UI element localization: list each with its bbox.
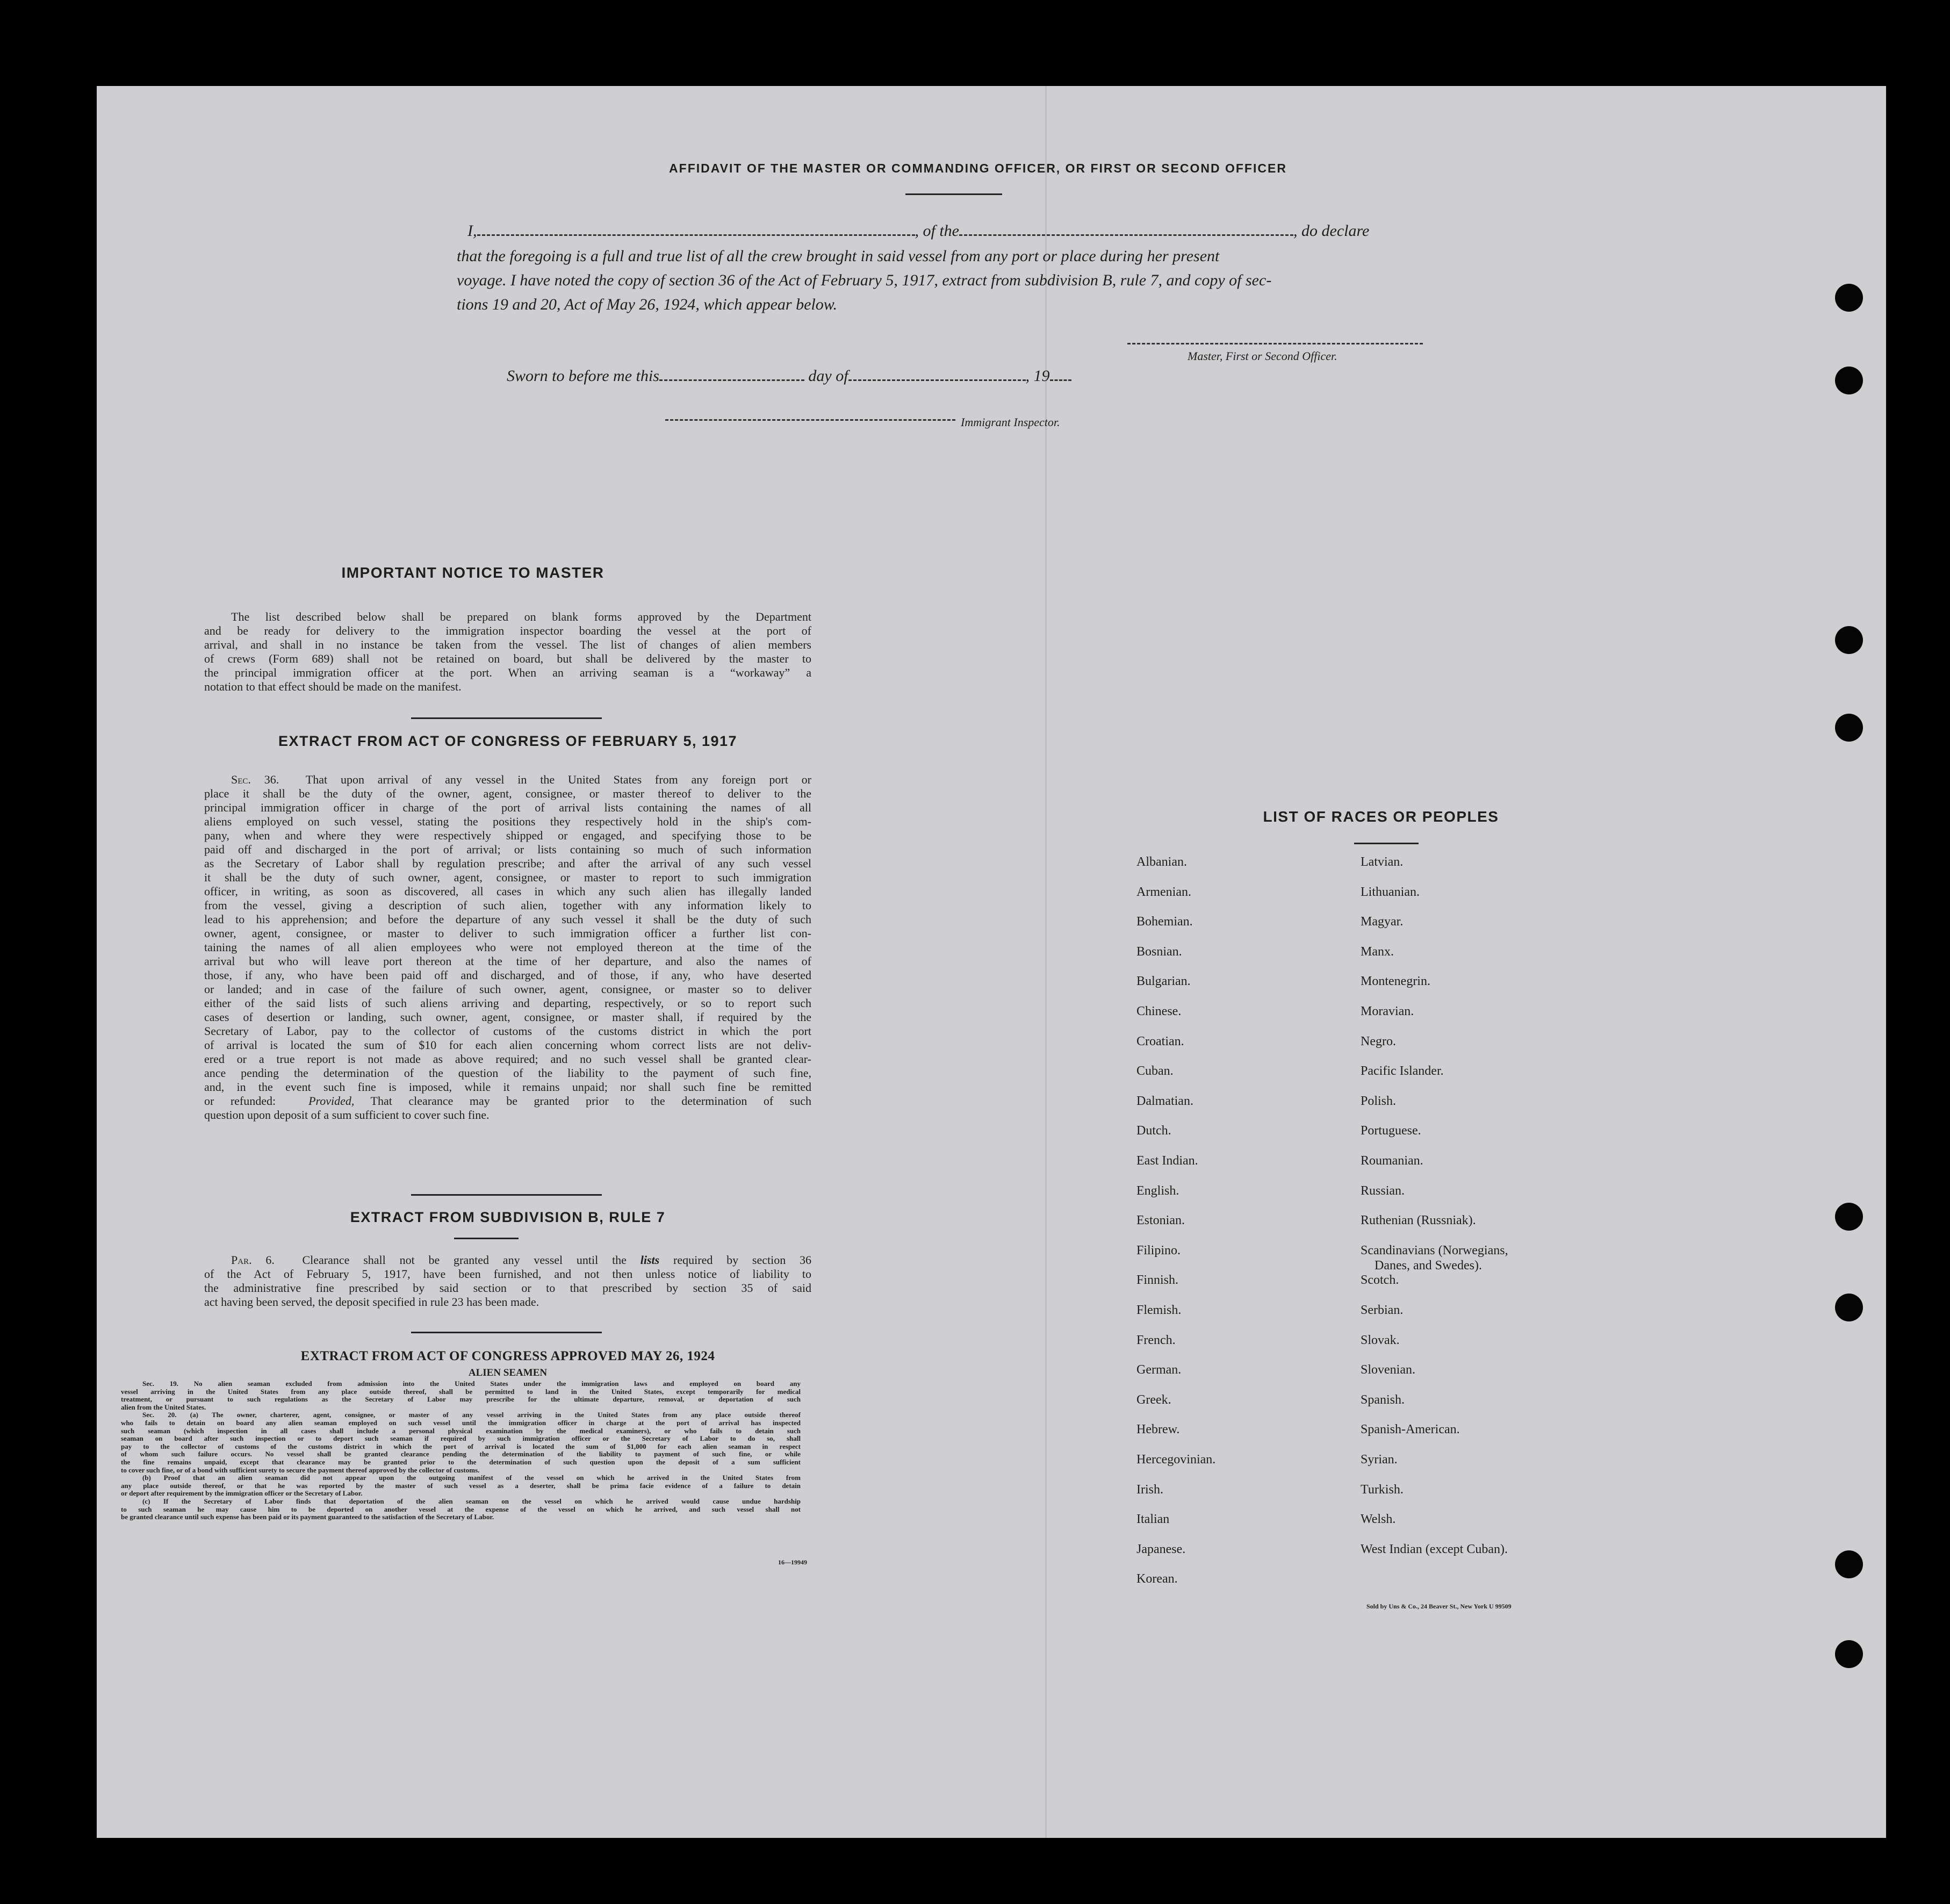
sworn-label: Sworn to before me this — [507, 367, 659, 385]
race-item: Spanish. — [1361, 1392, 1405, 1407]
text-line — [121, 1467, 801, 1475]
notice-line: the principal immigration officer at the port. When an arriving seaman is a “workaway” a — [204, 666, 811, 679]
race-item: Moravian. — [1361, 1004, 1414, 1018]
extract-line: owner, agent, consignee, or master to deliver to such immigration officer a further list con- — [204, 926, 811, 940]
binder-hole — [1835, 1294, 1863, 1321]
extract-line: lead to his apprehension; and before the departure of any such vessel it shall be the duty of such — [204, 913, 811, 926]
notice-title: IMPORTANT NOTICE TO MASTER — [341, 564, 605, 581]
race-item: Dutch. — [1136, 1124, 1171, 1138]
text-line — [204, 843, 811, 857]
text-line — [121, 1404, 801, 1412]
text-line — [204, 926, 811, 940]
text-line — [121, 1474, 801, 1482]
text-line — [121, 1498, 801, 1506]
race-item: Cuban. — [1136, 1064, 1174, 1079]
text-line — [204, 940, 811, 954]
printer-imprint: Sold by Uns & Co., 24 Beaver St., New York U 99509 — [1366, 1603, 1512, 1610]
statute-line: vessel arriving in the United States from any place outside thereof, shall be permitted to land in the United States, except temporarily for medical — [121, 1387, 801, 1396]
text-line — [204, 899, 811, 913]
statute-line: or deport after requirement by the immigration officer or the Secretary of Labor. — [121, 1489, 363, 1498]
extract-line: either of the said lists of such aliens arriving and departing, respectively, or so to report such — [204, 996, 811, 1010]
affidavit-of-the: , of the — [915, 222, 959, 240]
statute-line: to such seaman he may cause him to be deported on another vessel at the expense of the vessel on which he arrived, and such vessel shall not — [121, 1505, 801, 1513]
race-item: Finnish. — [1136, 1273, 1179, 1288]
text-line — [121, 1411, 801, 1419]
race-item: English. — [1136, 1183, 1179, 1198]
race-item: Albanian. — [1136, 855, 1187, 869]
statute-line: any place outside thereof, or that he was reported by the master of such vessel as a deserter, shall be prima facie evidence of a failure to detain — [121, 1481, 801, 1490]
text-line — [204, 1253, 811, 1267]
extract-line: as the Secretary of Labor shall by regulation prescribe; and after the arrival of any such vessel — [204, 857, 811, 870]
text-line — [204, 857, 811, 871]
statute-line: Sec. 20. (a) The owner, charterer, agent, consignee, or master of any vessel arriving in the United States from any place outside thereof — [142, 1411, 801, 1419]
sworn-day-blank[interactable] — [659, 375, 804, 381]
race-item: Turkish. — [1361, 1482, 1404, 1497]
race-item: Ruthenian (Russniak). — [1361, 1213, 1476, 1228]
race-item: Roumanian. — [1361, 1154, 1423, 1168]
race-item: Manx. — [1361, 944, 1394, 959]
text-line — [121, 1513, 801, 1521]
notice-line: of crews (Form 689) shall not be retained on board, but shall be delivered by the master to — [204, 652, 811, 665]
race-item: Slovak. — [1361, 1333, 1400, 1347]
affidavit-line-4: tions 19 and 20, Act of May 26, 1924, which appear below. — [457, 296, 838, 313]
race-item: Magyar. — [1361, 915, 1404, 929]
race-item: Spanish-American. — [1361, 1422, 1460, 1437]
text-line — [204, 871, 811, 885]
paragraph-label: Par. 6. — [231, 1253, 275, 1267]
race-item: Welsh. — [1361, 1512, 1396, 1527]
subdivision-line: required by section 36 — [673, 1253, 812, 1267]
text-line — [204, 1024, 811, 1038]
extract-line: pany, when and where they were respectively shipped or engaged, and specifying those to be — [204, 829, 811, 842]
race-item: Japanese. — [1136, 1542, 1186, 1556]
inspector-signature-line[interactable] — [665, 419, 955, 421]
race-item: Bosnian. — [1136, 944, 1182, 959]
notice-line: notation to that effect should be made on the manifest. — [204, 680, 462, 693]
race-item: Danes, and Swedes). — [1375, 1258, 1482, 1273]
text-line — [204, 1010, 811, 1024]
binder-hole — [1835, 367, 1863, 394]
statute-line: the fine remains unpaid, except that clearance may be granted prior to the determination of such question upon the deposit of a sum sufficient — [121, 1457, 801, 1466]
divider — [411, 1194, 602, 1196]
document-page — [97, 86, 1886, 1838]
race-item: Negro. — [1361, 1034, 1396, 1048]
text-line — [204, 815, 811, 829]
text-line — [121, 1419, 801, 1427]
text-line — [204, 885, 811, 899]
provided-word: Provided, — [308, 1094, 355, 1108]
text-line — [204, 982, 811, 996]
binder-hole — [1835, 626, 1863, 654]
alien-seamen-subtitle: ALIEN SEAMEN — [468, 1367, 548, 1378]
text-line — [204, 996, 811, 1010]
race-item: Pacific Islander. — [1361, 1064, 1444, 1079]
text-line — [204, 829, 811, 843]
text-line — [204, 1038, 811, 1052]
year-label: , 19 — [1025, 367, 1050, 385]
notice-body — [204, 610, 811, 694]
subdivision-line: the administrative fine prescribed by said section or to that prescribed by section 35 of said — [204, 1281, 811, 1295]
race-item: Armenian. — [1136, 885, 1191, 899]
notice-line: The list described below shall be prepared on blank forms approved by the Department — [231, 610, 811, 623]
text-line — [121, 1427, 801, 1435]
affidavit-line-3: voyage. I have noted the copy of section 36 of the Act of February 5, 1917, extract from subdivision B, rule 7, and copy of sec- — [457, 271, 1272, 289]
text-line — [204, 1094, 811, 1108]
race-item: Serbian. — [1361, 1303, 1404, 1317]
extract-1924-title: EXTRACT FROM ACT OF CONGRESS APPROVED MAY 26, 1924 — [300, 1349, 715, 1363]
race-item: Korean. — [1136, 1572, 1178, 1586]
affidavit-i: I, — [467, 222, 477, 240]
extract-line: taining the names of all alien employees who were not employed thereon at the time of the — [204, 940, 811, 954]
text-line — [204, 913, 811, 926]
race-item: East Indian. — [1136, 1154, 1198, 1168]
subdivision-line: of the Act of February 5, 1917, have been furnished, and not then unless notice of liability to — [204, 1267, 811, 1281]
binder-hole — [1835, 1203, 1863, 1231]
text-line — [204, 954, 811, 968]
extract-line: those, if any, who have been paid off and discharged, and of those, if any, who have deserted — [204, 968, 811, 982]
binder-hole — [1835, 1640, 1863, 1668]
races-title: LIST OF RACES OR PEOPLES — [1263, 808, 1499, 825]
race-item: Hercegovinian. — [1136, 1453, 1216, 1467]
sworn-month-blank[interactable] — [848, 375, 1026, 381]
text-line — [204, 787, 811, 801]
statute-line: seaman on board after such inspection or to deport such seaman if required by such immigration officer or the Secretary of Labor to do so, shall — [121, 1434, 801, 1443]
text-line — [204, 773, 811, 787]
binder-hole — [1835, 284, 1863, 312]
extract-1917-title: EXTRACT FROM ACT OF CONGRESS OF FEBRUARY 5, 1917 — [278, 733, 738, 749]
section-label: Sec. 36. — [231, 773, 279, 786]
race-item: Scandinavians (Norwegians, — [1361, 1243, 1508, 1258]
affidavit-line-2: that the foregoing is a full and true list of all the crew brought in said vessel from any port or place during her present — [457, 247, 1220, 265]
binder-hole — [1835, 1550, 1863, 1578]
text-line — [204, 1267, 811, 1281]
text-line — [121, 1506, 801, 1514]
extract-line: principal immigration officer in charge of the port of arrival lists containing the names of all — [204, 801, 811, 814]
text-line — [121, 1482, 801, 1490]
statute-line: Sec. 19. No alien seaman excluded from admission into the United States under the immigration laws and employed on board any — [142, 1379, 801, 1388]
statute-line: alien from the United States. — [121, 1403, 206, 1411]
race-item: Bulgarian. — [1136, 974, 1191, 989]
race-item: Scotch. — [1361, 1273, 1399, 1288]
race-item: Bohemian. — [1136, 915, 1193, 929]
race-item: Russian. — [1361, 1183, 1405, 1198]
text-line — [204, 1108, 811, 1122]
race-item: Croatian. — [1136, 1034, 1184, 1048]
divider — [411, 717, 602, 719]
statute-line: such seaman (which inspection in all cases shall include a personal physical examination by the medical examiners), or who fails to detain such — [121, 1426, 801, 1435]
extract-line: aliens employed on such vessel, stating the positions they respectively hold in the ship's com- — [204, 815, 811, 828]
statute-line: (c) If the Secretary of Labor finds that deportation of the alien seaman on the vessel on which he arrived would cause undue hardship — [142, 1497, 801, 1505]
text-line — [204, 1080, 811, 1094]
text-line — [204, 638, 811, 652]
page-fold — [1045, 86, 1047, 1838]
race-item: Chinese. — [1136, 1004, 1182, 1018]
statute-line: (b) Proof that an alien seaman did not appear upon the outgoing manifest of the vessel on which he arrived in the United States from — [142, 1474, 801, 1482]
extract-line: That upon arrival of any vessel in the United States from any foreign port or — [305, 773, 811, 786]
extract-line: question upon deposit of a sum sufficient to cover such fine. — [204, 1108, 490, 1122]
race-item: Polish. — [1361, 1094, 1397, 1108]
text-line — [121, 1458, 801, 1467]
race-item: German. — [1136, 1363, 1182, 1377]
extract-line: paid off and discharged in the port of arrival; or lists containing so much of such information — [204, 843, 811, 856]
text-line — [204, 1281, 811, 1295]
affidavit-rule — [905, 193, 1002, 195]
divider — [1354, 843, 1419, 844]
sworn-line — [507, 365, 1071, 387]
extract-1917-body — [204, 773, 811, 1122]
statute-line: to cover such fine, or of a bond with sufficient surety to secure the payment thereof approved by the collector of customs. — [121, 1465, 480, 1474]
inspector-caption: Immigrant Inspector. — [961, 415, 1060, 429]
text-line — [204, 610, 811, 624]
text-line — [204, 624, 811, 638]
text-line — [121, 1443, 801, 1451]
race-item: Slovenian. — [1361, 1363, 1415, 1377]
extract-line: or refunded: — [204, 1094, 276, 1108]
text-line — [204, 801, 811, 815]
extract-line: from the vessel, giving a description of such alien, together with any information likely to — [204, 899, 811, 912]
divider — [454, 1238, 519, 1239]
divider — [411, 1332, 602, 1333]
extract-1924-body — [121, 1380, 801, 1521]
name-blank[interactable] — [477, 230, 915, 236]
race-item: Italian — [1136, 1512, 1170, 1527]
statute-line: who fails to detain on board any alien seaman employed on such vessel until the immigration officer in charge at the port of arrival has inspected — [121, 1418, 801, 1427]
extract-line: of arrival is located the sum of $10 for each alien concerning whom correct lists are not deliv- — [204, 1038, 811, 1052]
text-line — [204, 968, 811, 982]
text-line — [204, 652, 811, 666]
statute-line: treatment, or pursuant to such regulations as the Secretary of Labor may prescribe for the ultimate departure, removal, or deportation of such — [121, 1395, 801, 1404]
text-line — [121, 1388, 801, 1396]
day-of-label: day of — [808, 367, 848, 385]
race-item: Irish. — [1136, 1482, 1163, 1497]
extract-line: That clearance may be granted prior to the determination of such — [370, 1094, 812, 1108]
extract-line: ered or a true report is not made as above required; and no such vessel shall be granted clear- — [204, 1052, 811, 1066]
statute-line: of whom such failure occurs. No vessel shall be granted clearance pending the determination of the liability to payment of such fine, or while — [121, 1450, 801, 1458]
race-item: Greek. — [1136, 1392, 1171, 1407]
extract-line: Secretary of Labor, pay to the collector of customs of the customs district in which the port — [204, 1024, 811, 1038]
text-line — [204, 680, 811, 694]
race-item: Latvian. — [1361, 855, 1404, 869]
subdivision-body — [204, 1253, 811, 1309]
extract-line: and, in the event such fine is imposed, while it remains unpaid; nor shall such fine be remitted — [204, 1080, 811, 1094]
binder-hole — [1835, 714, 1863, 742]
notice-line: and be ready for delivery to the immigration inspector boarding the vessel at the port of — [204, 624, 811, 637]
subdivision-line: act having been served, the deposit specified in rule 23 has been made. — [204, 1295, 539, 1309]
race-item: Montenegrin. — [1361, 974, 1430, 989]
race-item: French. — [1136, 1333, 1176, 1347]
text-line — [204, 1295, 811, 1309]
sworn-year-blank[interactable] — [1050, 375, 1071, 381]
notice-line: arrival, and shall in no instance be taken from the vessel. The list of changes of alien members — [204, 638, 811, 651]
extract-line: officer, in writing, as soon as discovered, all cases in which any such alien has illegally landed — [204, 885, 811, 898]
race-item: Estonian. — [1136, 1213, 1185, 1228]
text-line — [121, 1396, 801, 1404]
race-item: Hebrew. — [1136, 1422, 1180, 1437]
text-line — [121, 1380, 801, 1388]
subdivision-title: EXTRACT FROM SUBDIVISION B, RULE 7 — [350, 1209, 666, 1225]
extract-line: place it shall be the duty of the owner, agent, consignee, or master thereof to deliver to the — [204, 787, 811, 800]
extract-line: ance pending the determination of the question of the liability to the payment of such fine, — [204, 1066, 811, 1080]
affidavit-title: AFFIDAVIT OF THE MASTER OR COMMANDING OFFICER, OR FIRST OR SECOND OFFICER — [669, 161, 1287, 175]
extract-line: cases of desertion or landing, such owner, agent, consignee, or master shall, if required by the — [204, 1010, 811, 1024]
race-item: Lithuanian. — [1361, 885, 1420, 899]
race-item: Flemish. — [1136, 1303, 1182, 1317]
extract-line: arrival but who will leave port thereon at the time of her departure, and also the names of — [204, 954, 811, 968]
statute-line: be granted clearance until such expense has been paid or its payment guaranteed to the satisfaction of the Secretary of Labor. — [121, 1513, 494, 1521]
race-item: Portuguese. — [1361, 1124, 1421, 1138]
text-line — [121, 1450, 801, 1458]
affidavit-do-declare: , do declare — [1293, 222, 1370, 240]
text-line — [204, 1066, 811, 1080]
lists-word: lists — [640, 1253, 660, 1267]
race-item: Dalmatian. — [1136, 1094, 1193, 1108]
vessel-blank[interactable] — [959, 230, 1293, 236]
form-number: 16—19949 — [778, 1558, 807, 1566]
master-signature-line[interactable] — [1127, 343, 1423, 344]
text-line — [204, 666, 811, 680]
race-item: Syrian. — [1361, 1453, 1398, 1467]
race-item: Filipino. — [1136, 1243, 1181, 1258]
affidavit-line-1 — [467, 220, 1564, 242]
extract-line: it shall be the duty of such owner, agent, consignee, or master to report to such immigration — [204, 871, 811, 884]
race-item: West Indian (except Cuban). — [1361, 1542, 1508, 1556]
text-line — [121, 1435, 801, 1443]
text-line — [204, 1052, 811, 1066]
statute-line: pay to the collector of customs of the customs district in which the port of arrival is located the sum of $1,000 for each alien seaman in respect — [121, 1442, 801, 1450]
text-line — [121, 1490, 801, 1498]
subdivision-line: Clearance shall not be granted any vessel until the — [302, 1253, 627, 1267]
extract-line: or landed; and in case of the failure of such owner, agent, consignee, or master so to deliver — [204, 982, 811, 996]
master-signature-caption: Master, First or Second Officer. — [1188, 349, 1337, 363]
